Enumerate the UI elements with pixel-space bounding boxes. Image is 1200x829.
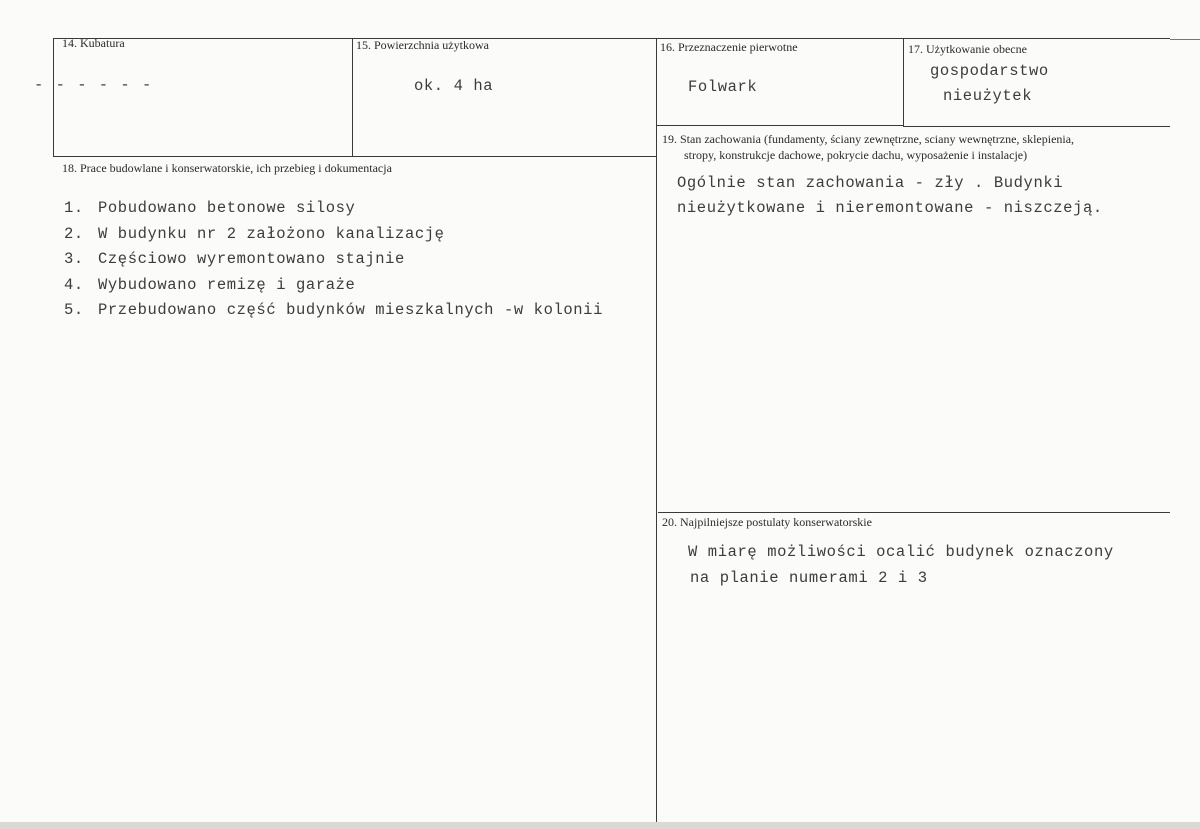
field-18-label: 18. Prace budowlane i konserwatorskie, ich przebieg i dokumentacja	[62, 161, 392, 175]
list-item-number: 4.	[64, 275, 84, 294]
field-17-label: 17. Użytkowanie obecne	[908, 42, 1027, 56]
list-item-text: W budynku nr 2 założono kanalizację	[98, 224, 445, 243]
list-item-text: Pobudowano betonowe silosy	[98, 199, 356, 217]
list-item	[64, 298, 603, 324]
vline-left	[53, 38, 54, 157]
list-item-number: 2.	[64, 224, 84, 243]
field-14-label: 14. Kubatura	[62, 36, 125, 50]
list-item	[64, 196, 603, 222]
list-item	[64, 222, 603, 248]
field-19-label-line2: stropy, konstrukcje dachowe, pokrycie dachu, wyposażenie i instalacje)	[684, 148, 1028, 162]
field-20-label: 20. Najpilniejsze postulaty konserwatorskie	[662, 515, 872, 529]
rule-18-top	[53, 156, 657, 157]
top-rule	[53, 38, 1170, 39]
field-16-label: 16. Przeznaczenie pierwotne	[660, 40, 798, 54]
list-item	[64, 273, 603, 299]
list-item-number: 5.	[64, 301, 84, 319]
field-15-value: ok. 4 ha	[414, 77, 494, 95]
field-19-label-line1: 19. Stan zachowania (fundamenty, ściany zewnętrzne, sciany wewnętrzne, sklepienia,	[662, 132, 1075, 146]
rule-20-top	[658, 512, 1170, 513]
mid-right-rule	[903, 126, 1170, 127]
field-16-value: Folwark	[688, 78, 758, 96]
list-item-text: Wybudowano remizę i garaże	[98, 275, 356, 294]
vline-16-17	[903, 38, 904, 127]
field-20-value-line2: na planie numerami 2 i 3	[690, 569, 928, 587]
field-19-value-line2: nieużytkowane i nieremontowane - niszczeją.	[677, 199, 1103, 217]
field-20-value-line1: W miarę możliwości ocalić budynek oznaczony	[688, 543, 1114, 561]
mid-rule-16-19	[656, 125, 903, 126]
field-18-list	[64, 196, 603, 324]
vline-center	[656, 38, 657, 822]
list-item-number: 1.	[64, 199, 84, 217]
list-item-text: Przebudowano część budynków mieszkalnych -w kolonii	[98, 301, 603, 319]
field-19-value-line1: Ogólnie stan zachowania - zły . Budynki	[677, 174, 1064, 192]
field-17-value-line1: gospodarstwo	[930, 62, 1049, 80]
list-item-number: 3.	[64, 250, 84, 268]
list-item	[64, 247, 603, 273]
field-14-value: - - - - - -	[34, 76, 153, 94]
field-15-label: 15. Powierzchnia użytkowa	[356, 38, 489, 52]
list-item-text: Częściowo wyremontowano stajnie	[98, 250, 405, 268]
page-bottom-edge	[0, 822, 1200, 829]
field-17-value-line2: nieużytek	[943, 87, 1033, 105]
top-right-rule-extension	[1170, 39, 1200, 40]
vline-14-15	[352, 38, 353, 157]
